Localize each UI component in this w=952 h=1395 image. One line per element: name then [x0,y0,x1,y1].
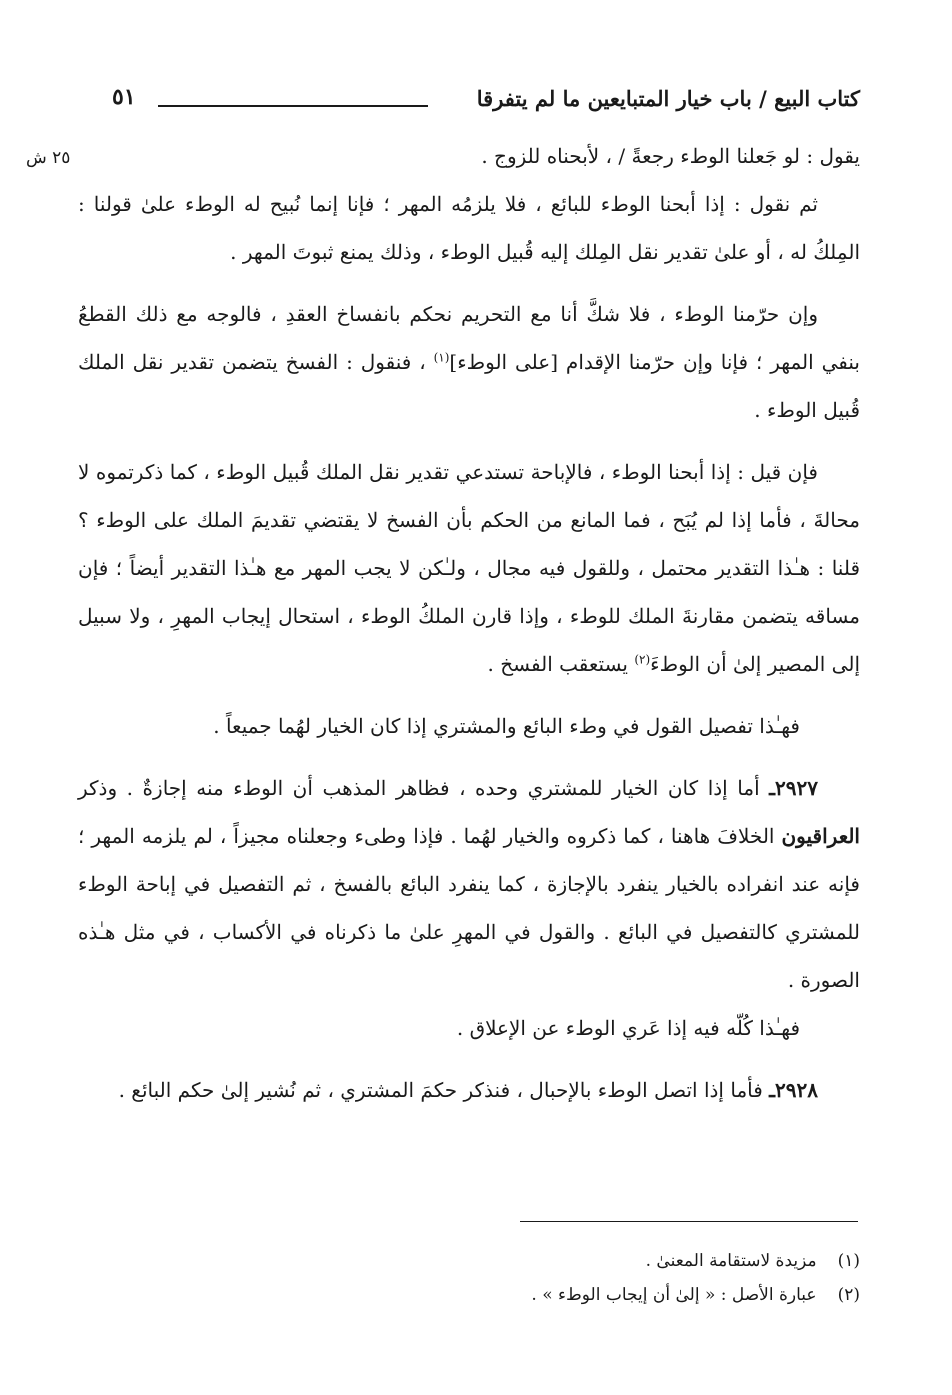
paragraph: يقول : لو جَعلنا الوطء رجعةً / ، لأبحناه للزوج . [481,144,860,168]
paragraph: فهـٰذا كُلّه فيه إذا عَري الوطء عن الإعلاق . [456,1016,800,1040]
header-rule [158,105,428,107]
footnote-number: (١) [837,1251,860,1271]
page-number: ٥١ [112,84,136,110]
paragraph [78,448,860,688]
margin-note: ٢٥ ش [26,148,71,168]
paragraph-text: وإن حرّمنا الوطء ، فلا شكَّ أنا مع التحريم نحكم بانفساخ العقدِ ، فالوجه مع ذلك القطعُ بنفي المهر ؛ فإنا وإن حرّمنا الإقدام [على الوطء] [78,302,860,374]
footnotes [300,1244,860,1312]
paragraph-text: يستعقب الفسخ . [487,652,635,676]
paragraph [78,290,860,434]
footnote-ref: (٢) [634,652,651,667]
bold-term: العراقيون [781,824,860,848]
paragraph: فهـٰذا تفصيل القول في وطء البائع والمشتري إذا كان الخيار لهُما جميعاً . [213,714,800,738]
body-text [78,132,860,1128]
paragraph [78,1066,860,1114]
running-title: كتاب البيع / باب خيار المتبايعين ما لم يتفرقا [476,86,860,111]
paragraph-text: الخلافَ هاهنا ، كما ذكروه والخيار لهُما . فإذا وطىء وجعلناه مجيزاً ، لم يلزمه المهر ؛ فإنه عند انفراده بالخيار ينفرد بالإجازة ، كما ينفرد البائع بالفسخ ، ثم التفصيل في إباحة الوطء للمشتري كالتفصيل في البائع . والقول في المهرِ علىٰ ما ذكرناه في الأكساب ، في مثل هـٰذه الصورة . [78,824,860,992]
running-head [112,86,860,126]
footnote-text: عبارة الأصل : « إلىٰ أن إيجاب الوطء » . [531,1285,817,1305]
paragraph-text: ، فنقول : الفسخ يتضمن تقدير نقل الملك قُبيل الوطء . [78,350,860,422]
footnote [300,1244,860,1278]
paragraph: ثم نقول : إذا أبحنا الوطء للبائع ، فلا يلزمُه المهر ؛ فإنا إنما نُبيح له الوطء علىٰ قولنا : المِلكُ له ، أو علىٰ تقدير نقل المِلك إليه قُبيل الوطء ، وذلك يمنع ثبوتَ المهر . [78,192,860,264]
footnote-ref: (١) [433,350,450,365]
paragraph-text: فإن قيل : إذا أبحنا الوطء ، فالإباحة تستدعي تقدير نقل الملك قُبيل الوطء ، كما ذكرتموه لا محالةَ ، فأما إذا لم يُبَح ، فما المانع من الحكم بأن الفسخ لا يقتضي تقديمَ الملك على الوطء ؟ قلنا : هـٰذا التقدير محتمل ، وللقول فيه مجال ، ولـٰكن لا يجب المهر مع هـٰذا التقدير أيضاً ؛ فإن مساقه يتضمن مقارنةَ الملك للوطء ، وإذا قارن الملكُ الوطء ، استحال إيجاب المهرِ ، ولا سبيل إلى المصير إلىٰ أن الوطءَ [78,460,860,676]
footnote-rule [520,1221,858,1222]
paragraph [78,764,860,1004]
footnote-number: (٢) [837,1285,860,1305]
paragraph-text: فأما إذا اتصل الوطء بالإحبال ، فنذكر حكمَ المشتري ، ثم نُشير إلىٰ حكم البائع . [118,1078,770,1102]
section-number: ٢٩٢٧ـ [769,776,818,800]
footnote [300,1278,860,1312]
paragraph-text: أما إذا كان الخيار للمشتري وحده ، فظاهر المذهب أن الوطء منه إجازةٌ . وذكر [78,776,770,800]
footnote-text: مزيدة لاستقامة المعنىٰ . [645,1251,817,1271]
section-number: ٢٩٢٨ـ [769,1078,818,1102]
